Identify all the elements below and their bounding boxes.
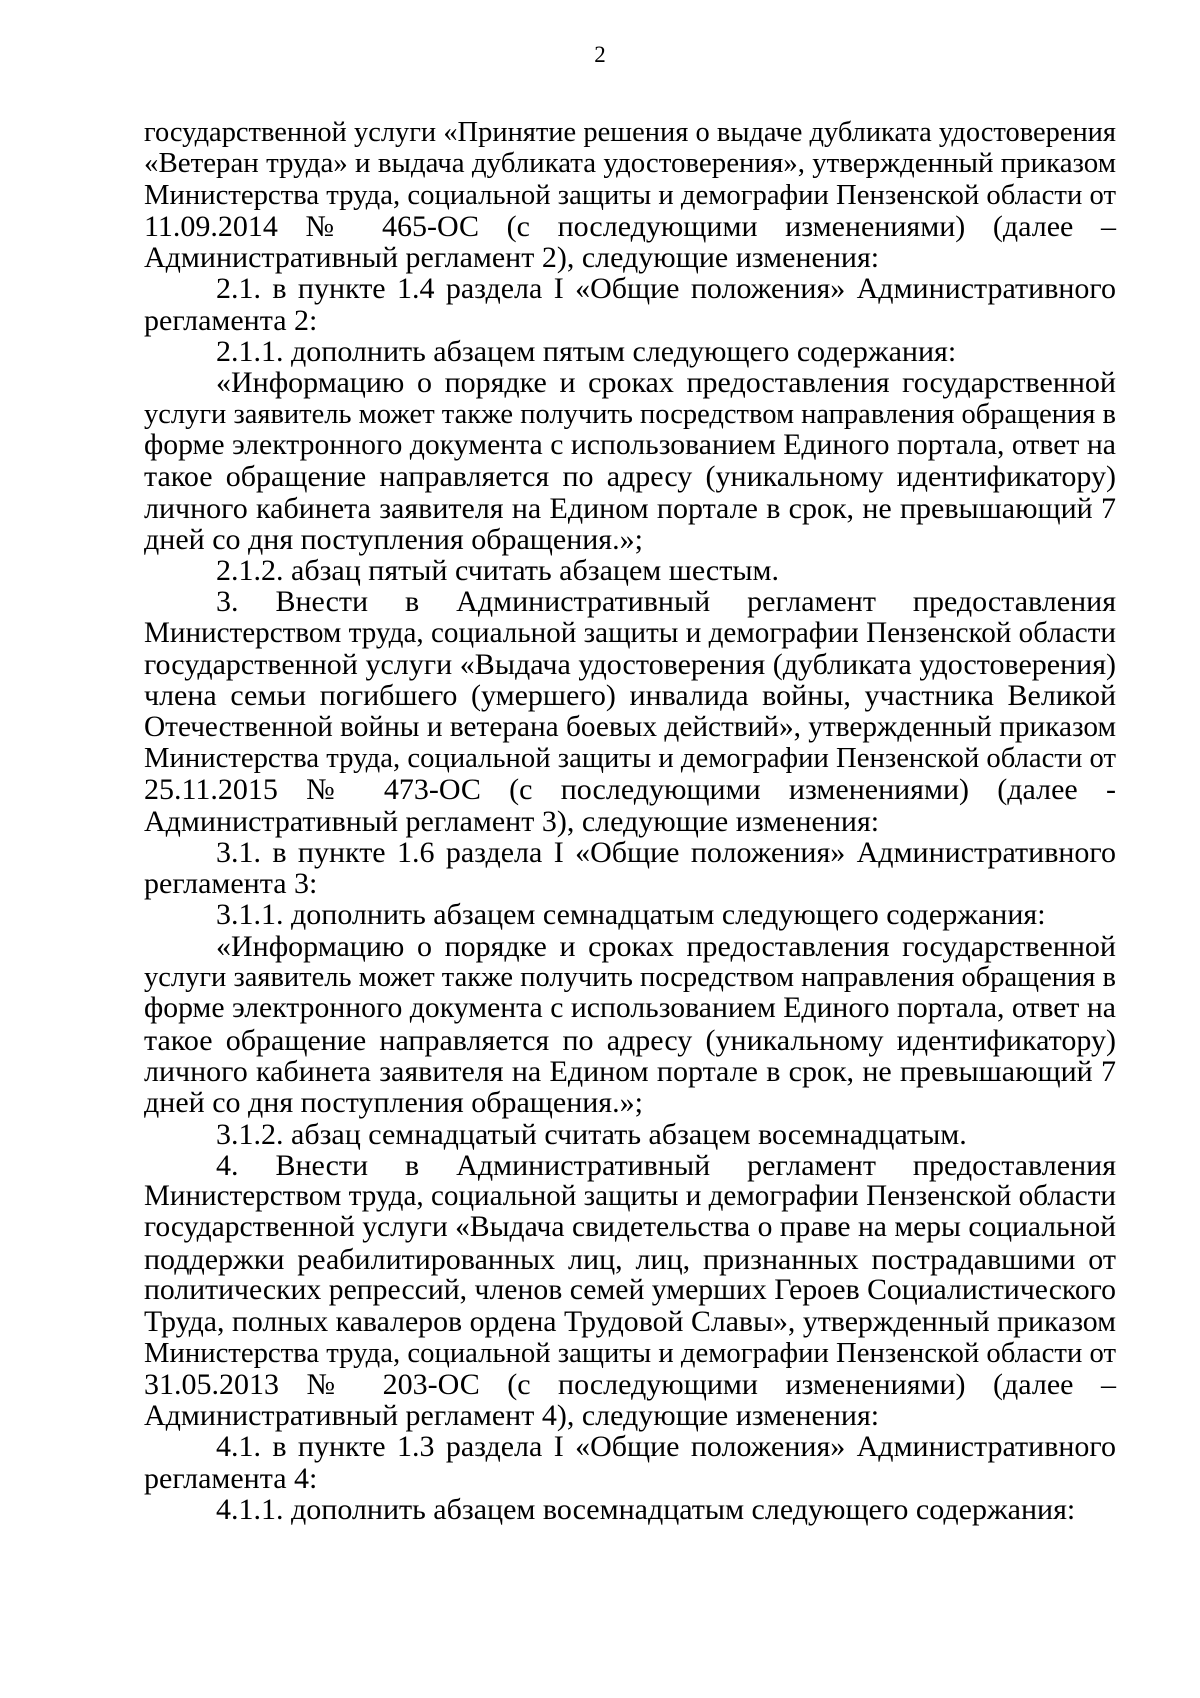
text-line: Министерства труда, социальной защиты и демографии Пензенской области от — [144, 178, 1116, 211]
text-line: 25.11.2015 № 473-ОС (с последующими изменениями) (далее - — [144, 773, 1116, 807]
text-line: 3.1.1. дополнить абзацем семнадцатым следующего содержания: — [216, 898, 1046, 932]
text-line: услуги заявитель может также получить посредством направления обращения в — [144, 398, 1116, 430]
text-line: Министерством труда, социальной защиты и демографии Пензенской области — [144, 616, 1116, 649]
text-line: услуги заявитель может также получить посредством направления обращения в — [144, 962, 1116, 994]
text-line: Министерства труда, социальной защиты и демографии Пензенской области от — [144, 1336, 1116, 1369]
text-line: дней со дня поступления обращения.»; — [144, 1086, 643, 1120]
text-line: поддержки реабилитированных лиц, лиц, признанных пострадавшими от — [144, 1242, 1116, 1276]
text-line: 4. Внести в Административный регламент предоставления — [216, 1148, 1116, 1182]
text-line: дней со дня поступления обращения.»; — [144, 522, 643, 556]
text-line: 3.1. в пункте 1.6 раздела I «Общие положения» Административного — [216, 835, 1116, 869]
text-line: такое обращение направляется по адресу (уникальному идентификатору) — [144, 460, 1116, 494]
text-line: 3. Внести в Административный регламент предоставления — [216, 585, 1116, 619]
text-line: 2.1.2. абзац пятый считать абзацем шестым. — [216, 554, 779, 588]
text-line: 2.1. в пункте 1.4 раздела I «Общие положения» Административного — [216, 272, 1116, 306]
text-line: личного кабинета заявителя на Едином портале в срок, не превышающий 7 — [144, 491, 1116, 525]
document-body — [144, 117, 1116, 1525]
text-line: Труда, полных кавалеров ордена Трудовой Славы», утвержденный приказом — [144, 1305, 1116, 1339]
text-line: регламента 2: — [144, 303, 318, 337]
text-line: «Информацию о порядке и сроках предоставления государственной — [216, 929, 1116, 963]
text-line: форме электронного документа с использованием Единого портала, ответ на — [144, 992, 1116, 1025]
text-line: 4.1. в пункте 1.3 раздела I «Общие положения» Административного — [216, 1430, 1116, 1464]
text-line: 3.1.2. абзац семнадцатый считать абзацем восемнадцатым. — [216, 1117, 967, 1151]
text-line: «Информацию о порядке и сроках предоставления государственной — [216, 366, 1116, 400]
text-line: регламента 4: — [144, 1461, 318, 1495]
text-line: личного кабинета заявителя на Едином портале в срок, не превышающий 7 — [144, 1054, 1116, 1088]
text-line: «Ветеран труда» и выдача дубликата удостоверения», утвержденный приказом — [144, 147, 1116, 180]
text-line: государственной услуги «Выдача свидетельства о праве на меры социальной — [144, 1211, 1116, 1244]
text-line: 31.05.2013 № 203-ОС (с последующими изменениями) (далее – — [144, 1367, 1116, 1401]
text-line: 2.1.1. дополнить абзацем пятым следующего содержания: — [216, 335, 957, 369]
text-line: Министерства труда, социальной защиты и демографии Пензенской области от — [144, 741, 1116, 774]
text-line: члена семьи погибшего (умершего) инвалида войны, участника Великой — [144, 679, 1116, 713]
text-line: 4.1.1. дополнить абзацем восемнадцатым следующего содержания: — [216, 1493, 1076, 1527]
text-line: государственной услуги «Принятие решения о выдаче дубликата удостоверения — [144, 117, 1116, 148]
text-line: регламента 3: — [144, 867, 318, 901]
text-line: политических репрессий, членов семей умерших Героев Социалистического — [144, 1273, 1116, 1306]
text-line: Административный регламент 4), следующие изменения: — [144, 1399, 880, 1433]
text-line: Отечественной войны и ветерана боевых действий», утвержденный приказом — [144, 710, 1116, 743]
text-line: 11.09.2014 № 465-ОС (с последующими изменениями) (далее – — [144, 209, 1116, 243]
text-line: Министерством труда, социальной защиты и демографии Пензенской области — [144, 1180, 1116, 1213]
text-line: Административный регламент 2), следующие изменения: — [144, 241, 880, 275]
text-line: форме электронного документа с использованием Единого портала, ответ на — [144, 428, 1116, 461]
page-number: 2 — [594, 42, 606, 67]
text-line: такое обращение направляется по адресу (уникальному идентификатору) — [144, 1023, 1116, 1057]
text-line: Административный регламент 3), следующие изменения: — [144, 804, 880, 838]
text-line: государственной услуги «Выдача удостоверения (дубликата удостоверения) — [144, 648, 1116, 682]
